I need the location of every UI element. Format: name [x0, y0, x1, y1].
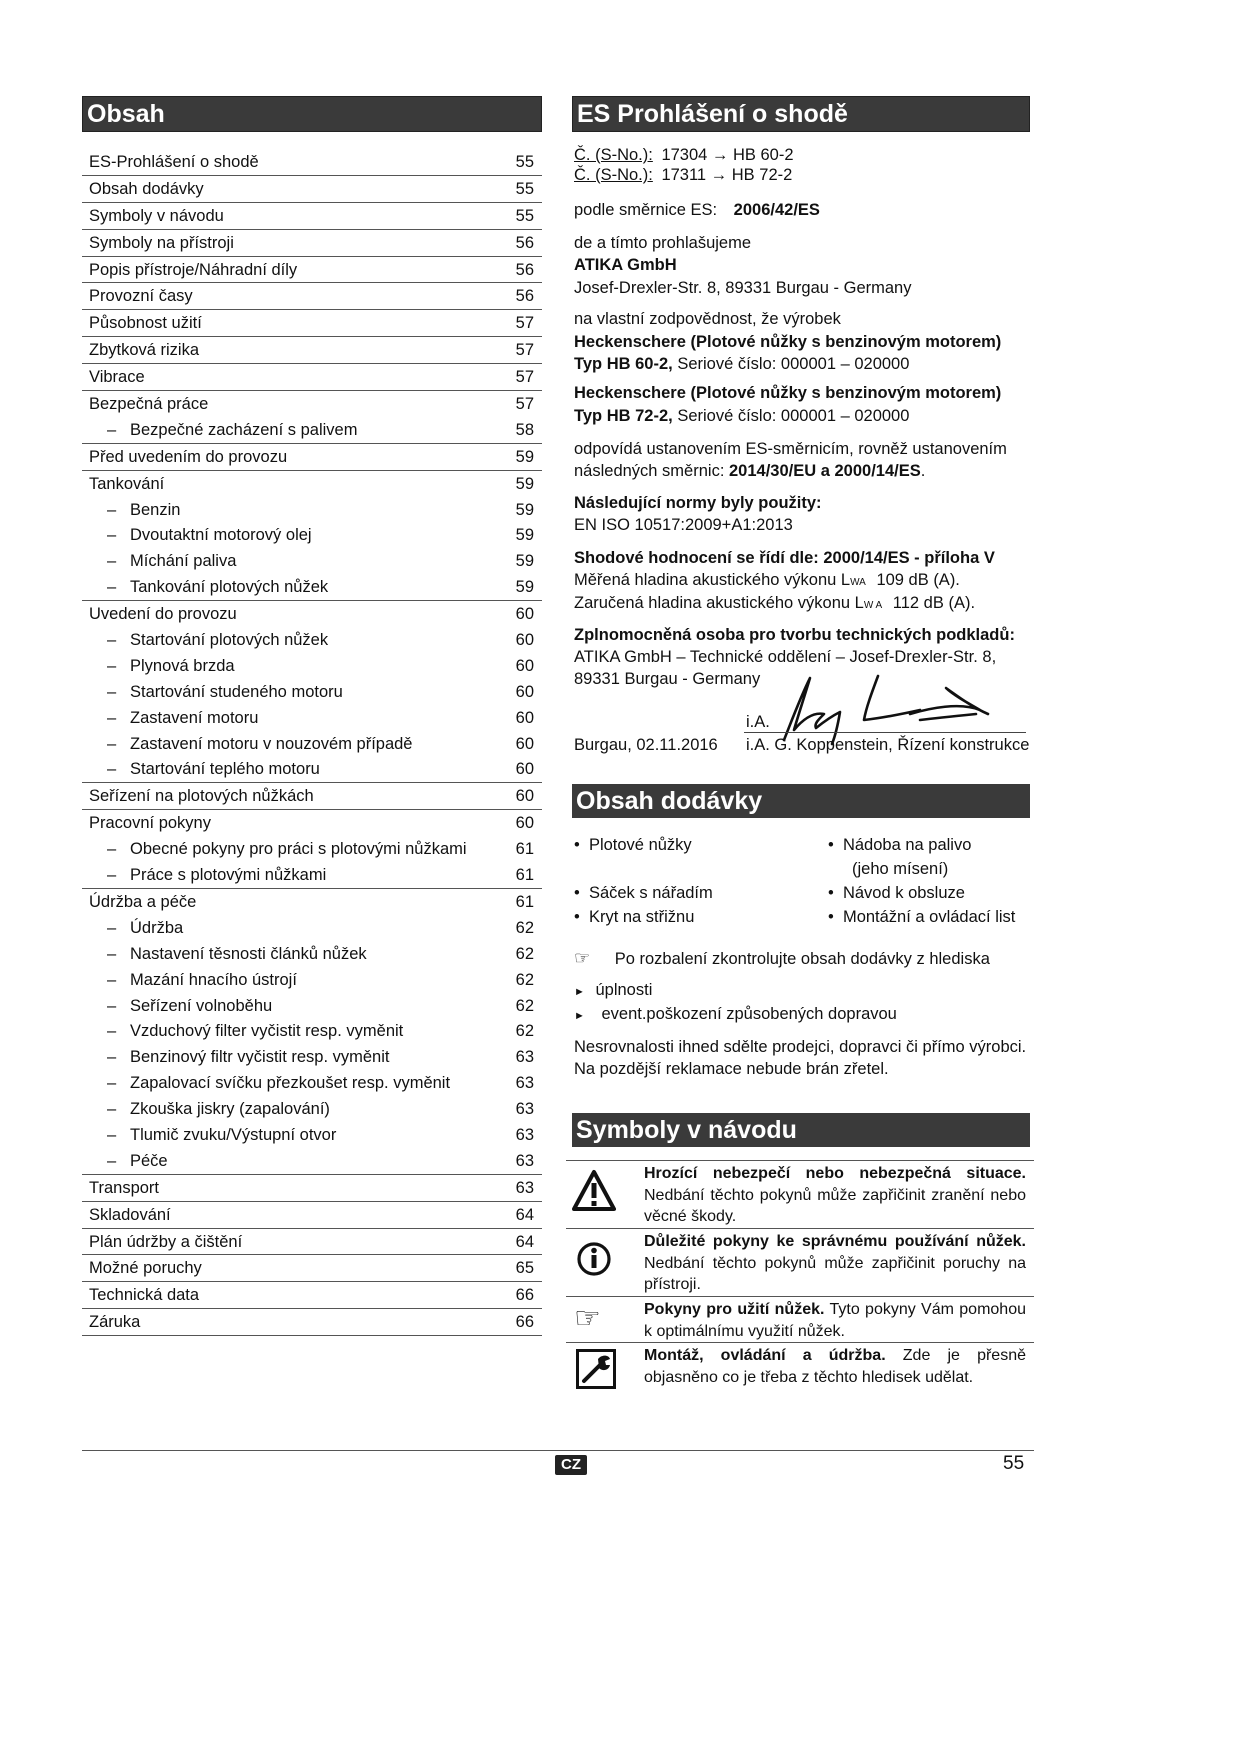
toc-entry [82, 470, 542, 497]
toc-entry: – Benzin 59 [82, 497, 542, 523]
toc-entry-label: Zbytková rizika [89, 341, 200, 360]
toc-entry: – Seřízení volnoběhu 62 [82, 993, 542, 1019]
sno-label-1: Č. (S-No.): [574, 146, 653, 164]
toc-entry-page: 62 [515, 918, 534, 937]
toc-entry [82, 363, 542, 390]
sno-1: 17304 → HB 60-2 [661, 146, 794, 164]
toc-entry-label: Pracovní pokyny [89, 814, 211, 833]
toc-entry-page: 59 [515, 552, 534, 571]
toc-entry-page: 60 [515, 734, 534, 753]
toc-entry-label: Práce s plotovými nůžkami [130, 866, 327, 885]
report-line2: Na pozdější reklamace nebude brán zřetel. [574, 1060, 889, 1078]
norms-title: Následující normy byly použity: [574, 494, 822, 512]
toc-entry-page: 57 [515, 368, 534, 387]
toc-entry-page: 61 [515, 892, 534, 911]
toc-entry: – Vzduchový filter vyčistit resp. vyměnit 62 [82, 1018, 542, 1044]
conformity-pre: následných směrnic: [574, 462, 725, 480]
toc-entry-label: Zastavení motoru [130, 708, 259, 727]
toc-entry: – Míchání paliva 59 [82, 548, 542, 574]
toc-entry-label: Transport [89, 1178, 159, 1197]
guaranteed-level: Zaručená hladina akustického výkonu LW A 112 dB (A). [574, 594, 976, 612]
toc-entry [82, 202, 542, 229]
toc-entry [82, 809, 542, 836]
toc-entry-label: Zapalovací svíčku přezkoušet resp. vyměnit [130, 1074, 451, 1093]
toc-entry-label: Dvoutaktní motorový olej [130, 526, 312, 545]
declaration-title: ES Prohlášení o shodě [572, 96, 1030, 132]
toc-entry [82, 888, 542, 915]
toc-entry: – Benzinový filtr vyčistit resp. vyměnit 63 [82, 1044, 542, 1070]
toc-entry [82, 1308, 542, 1336]
directive-label: podle směrnice ES: [574, 201, 718, 219]
place-date: Burgau, 02.11.2016 [574, 736, 718, 754]
toc-entry: – Péče 63 [82, 1148, 542, 1174]
toc-entry [82, 1254, 542, 1281]
toc-title: Obsah [82, 96, 542, 132]
toc-entry-label: Startování plotových nůžek [130, 631, 329, 650]
toc-entry-label: Nastavení těsnosti článků nůžek [130, 944, 367, 963]
toc-entry [82, 1201, 542, 1228]
toc-entry-page: 64 [515, 1205, 534, 1224]
toc-entry-page: 63 [515, 1100, 534, 1119]
toc-entry-page: 60 [515, 605, 534, 624]
toc-entry-label: Bezpečná práce [89, 395, 209, 414]
toc-entry-label: Mazání hnacího ústrojí [130, 970, 297, 989]
warning-icon [572, 1169, 616, 1213]
toc-entry-page: 61 [515, 840, 534, 859]
delivery-item: • Montážní a ovládací list [828, 908, 1016, 926]
toc-entry-page: 61 [515, 866, 534, 885]
responsibility-text: na vlastní zodpovědnost, že výrobek [574, 310, 841, 328]
toc-entry: – Plynová brzda 60 [82, 653, 542, 679]
check-note-row: ☞ Po rozbalení zkontrolujte obsah dodávky z hlediska [574, 948, 990, 968]
toc-entry: – Zastavení motoru 60 [82, 705, 542, 731]
toc-entry-label: Tlumič zvuku/Výstupní otvor [130, 1125, 337, 1144]
ia-label: i.A. [746, 713, 770, 731]
toc-entry-label: Seřízení na plotových nůžkách [89, 787, 314, 806]
footer-rule [82, 1450, 1034, 1451]
arrow-icon: ► [574, 1010, 585, 1022]
toc-section [82, 96, 542, 1336]
toc-entry-label: Působnost užití [89, 314, 202, 333]
toc-entry [82, 1228, 542, 1255]
toc-list [82, 149, 542, 1336]
info-icon [576, 1241, 612, 1277]
delivery-item-note: (jeho mísení) [852, 860, 949, 878]
toc-entry-page: 60 [515, 814, 534, 833]
toc-entry-label: Symboly v návodu [89, 206, 224, 225]
toc-entry-page: 55 [515, 179, 534, 198]
assessment-title: Shodové hodnocení se řídí dle: 2000/14/ES - příloha V [574, 549, 995, 567]
signatory: i.A. G. Koppenstein, Řízení konstrukce [746, 736, 1030, 754]
toc-entry-page: 65 [515, 1259, 534, 1278]
symbol-row: Hrozící nebezpečí nebo nebezpečná situace. Nedbání těchto pokynů může zapřičinit zranění nebo věcné škody. [566, 1160, 1034, 1229]
toc-entry-page: 59 [515, 447, 534, 466]
sno-2: 17311 → HB 72-2 [661, 166, 793, 184]
toc-entry-label: Benzinový filtr vyčistit resp. vyměnit [130, 1048, 390, 1067]
toc-entry-page: 57 [515, 314, 534, 333]
symbols-title: Symboly v návodu [572, 1113, 1030, 1147]
wrench-icon [576, 1349, 616, 1389]
delivery-item: • Plotové nůžky [574, 836, 692, 854]
toc-entry-label: Uvedení do provozu [89, 605, 237, 624]
toc-entry [82, 282, 542, 309]
toc-entry: – Tlumič zvuku/Výstupní otvor 63 [82, 1122, 542, 1148]
conformity-line1: odpovídá ustanovením ES-směrnicím, rovněž ustanovením [574, 440, 1007, 458]
toc-entry-page: 63 [515, 1178, 534, 1197]
toc-entry-label: Plynová brzda [130, 656, 235, 675]
toc-entry [82, 256, 542, 283]
toc-entry-label: Obecné pokyny pro práci s plotovými nůžkami [130, 840, 467, 859]
report-line1: Nesrovnalosti ihned sdělte prodejci, dopravci či přímo výrobci. [574, 1038, 1027, 1056]
arrow-item: ► úplnosti [574, 981, 653, 999]
toc-entry [82, 390, 542, 417]
toc-entry: – Práce s plotovými nůžkami 61 [82, 862, 542, 888]
pointing-hand-icon: ☞ [574, 948, 591, 968]
symbol-row: Montáž, ovládání a údržba. Zde je přesně objasněno co je třeba z těchto hledisek udělat. [566, 1342, 1034, 1393]
toc-entry-page: 58 [515, 420, 534, 439]
product2-serial: Seriové číslo: 000001 – 020000 [677, 407, 910, 425]
symbol-row: Důležité pokyny ke správnému používání nůžek. Nedbání těchto pokynů může zapřičinit poruchy na přístroji. [566, 1228, 1034, 1297]
conformity-directives: 2014/30/EU a 2000/14/ES [729, 462, 921, 480]
toc-entry: – Zapalovací svíčku přezkoušet resp. vyměnit 63 [82, 1070, 542, 1096]
toc-entry-label: Technická data [89, 1286, 200, 1305]
toc-entry [82, 1281, 542, 1308]
product1-serial: Seriové číslo: 000001 – 020000 [677, 355, 910, 373]
declaration-section: ES Prohlášení o shodě Č. (S-No.): 17304 → HB 60-2 Č. (S-No.): 17311 → HB 72-2 podle směrnice ES: 2006/42/ES de a tímto prohlašujeme ATIKA GmbH Josef-Drexler-Str. 8, 89331 Burgau - Germany na vlastní zodpovědnost, že výrobek Heckenschere (Plotové nůžky s benzinovým motorem) Typ HB 60-2, Seriové číslo: 000001 – 020000 Heckenschere (Plotové nůžky s benzinovým motorem) Typ HB 72-2, Seriové číslo: 000001 – 020000 odpovídá ustanovením ES-směrnicím, rovněž ustanovením následných směrnic: 2014/30/EU a 2000/14/ES. Následující normy byly použity: EN ISO 10517:2009+A1:2013 Shodové hodnocení se řídí dle: 2000/14/ES - příloha V Měřená hladina akustického výkonu LWA 109 dB (A). Zaručená hladina akustického výkonu LW A 112 dB (A). Zplnomocněná osoba pro tvorbu technických podkladů: ATIKA GmbH – Technické oddělení – Josef-Drexler-Str. 8, 89331 Burgau - Germany i.A. Burgau, 02.11.2016 i.A. G. Koppenstein, Řízení konstrukce Obsah dodávky • Plotové nůžky • Sáček s nářadím • Kryt na střižnu • Nádoba na palivo (jeho mísení) • Návod k obsluze • Montážní a ovládací list ☞ Po rozbalení zkontrolujte obsah dodávky z hlediska ► úplnosti ► event.poškození způsobených dopravou Nesrovnalosti ihned sdělte prodejci, dopravci či přímo výrobci. Na pozdější reklamace nebude brán zřetel. Symboly v návodu Hrozící nebezpečí nebo nebezpečná situace. Nedbání těchto pokynů může zapřičinit zranění nebo věcné škody. Důležité pokyny ke správnému používání nůžek. Nedbání těchto pokynů může zapřičinit poruchy na přístroji. ☞ Pokyny pro užití nůžek. Tyto pokyny Vám pomohou k optimálnímu využití nůžek. Montáž, ovládání a údržba. Zde je přesně objasněno co je třeba z těchto hledisek udělat. [572, 96, 1032, 132]
toc-entry-label: Obsah dodávky [89, 179, 204, 198]
signature-line [744, 732, 1026, 733]
toc-entry-label: Údržba [130, 918, 184, 937]
toc-entry-page: 63 [515, 1048, 534, 1067]
toc-entry-page: 60 [515, 787, 534, 806]
toc-entry-label: Provozní časy [89, 287, 193, 306]
norms-value: EN ISO 10517:2009+A1:2013 [574, 516, 793, 534]
delivery-item: • Návod k obsluze [828, 884, 965, 902]
toc-entry-page: 60 [515, 760, 534, 779]
toc-entry [82, 1174, 542, 1201]
toc-entry-page: 60 [515, 631, 534, 650]
toc-entry [82, 443, 542, 470]
toc-entry-page: 62 [515, 996, 534, 1015]
toc-entry-label: Tankování plotových nůžek [130, 578, 329, 597]
authorized-line2: 89331 Burgau - Germany [574, 670, 761, 688]
toc-entry: – Bezpečné zacházení s palivem 58 [82, 417, 542, 443]
toc-entry [82, 229, 542, 256]
toc-entry: – Startování plotových nůžek 60 [82, 627, 542, 653]
delivery-item: • Nádoba na palivo [828, 836, 972, 854]
toc-entry-label: Zastavení motoru v nouzovém případě [130, 734, 413, 753]
toc-entry-label: Seřízení volnoběhu [130, 996, 273, 1015]
language-badge: CZ [555, 1455, 587, 1475]
product1-name: Heckenschere (Plotové nůžky s benzinovým motorem) [574, 333, 1002, 351]
toc-entry-page: 55 [515, 206, 534, 225]
toc-entry [82, 149, 542, 175]
toc-entry-label: ES-Prohlášení o shodě [89, 153, 259, 171]
toc-entry: – Nastavení těsnosti článků nůžek 62 [82, 941, 542, 967]
toc-entry-label: Startování teplého motoru [130, 760, 320, 779]
toc-entry-label: Benzin [130, 500, 181, 519]
page-number: 55 [1003, 1453, 1025, 1474]
toc-entry [82, 175, 542, 202]
delivery-title: Obsah dodávky [572, 784, 1030, 818]
toc-entry [82, 782, 542, 809]
toc-entry-page: 59 [515, 500, 534, 519]
toc-entry-page: 60 [515, 682, 534, 701]
toc-entry-label: Symboly na přístroji [89, 233, 234, 252]
toc-entry: – Tankování plotových nůžek 59 [82, 574, 542, 600]
toc-entry-label: Bezpečné zacházení s palivem [130, 420, 358, 439]
toc-entry-page: 60 [515, 708, 534, 727]
toc-entry-page: 59 [515, 526, 534, 545]
product1-type: Typ HB 60-2, [574, 355, 673, 373]
toc-entry-label: Tankování [89, 474, 165, 493]
toc-entry-label: Vibrace [89, 368, 145, 387]
product2-type: Typ HB 72-2, [574, 407, 673, 425]
toc-entry [82, 600, 542, 627]
symbol-row: ☞ Pokyny pro užití nůžek. Tyto pokyny Vám pomohou k optimálnímu využití nůžek. [566, 1296, 1034, 1343]
toc-entry-page: 60 [515, 656, 534, 675]
delivery-item: • Sáček s nářadím [574, 884, 713, 902]
toc-entry-page: 55 [515, 153, 534, 171]
toc-entry: – Mazání hnacího ústrojí 62 [82, 967, 542, 993]
toc-entry-page: 64 [515, 1232, 534, 1251]
toc-entry: – Údržba 62 [82, 915, 542, 941]
company-address: Josef-Drexler-Str. 8, 89331 Burgau - Germany [574, 279, 912, 297]
toc-entry-page: 62 [515, 944, 534, 963]
company-name: ATIKA GmbH [574, 256, 677, 274]
toc-entry-label: Údržba a péče [89, 892, 197, 911]
authorized-title: Zplnomocněná osoba pro tvorbu technických podkladů: [574, 626, 1015, 644]
toc-entry-page: 56 [515, 233, 534, 252]
product2-name: Heckenschere (Plotové nůžky s benzinovým motorem) [574, 384, 1002, 402]
toc-entry-page: 59 [515, 474, 534, 493]
toc-entry-label: Péče [130, 1151, 168, 1170]
toc-entry-page: 57 [515, 395, 534, 414]
toc-entry-label: Popis přístroje/Náhradní díly [89, 260, 298, 279]
authorized-line1: ATIKA GmbH – Technické oddělení – Josef-Drexler-Str. 8, [574, 648, 997, 666]
arrow-icon: ► [574, 986, 585, 998]
toc-entry-label: Startování studeného motoru [130, 682, 343, 701]
directive-number: 2006/42/ES [733, 201, 820, 219]
toc-entry-page: 66 [515, 1313, 534, 1332]
toc-entry: – Dvoutaktní motorový olej 59 [82, 522, 542, 548]
toc-entry-page: 63 [515, 1125, 534, 1144]
measured-level: Měřená hladina akustického výkonu LWA 109 dB (A). [574, 571, 960, 589]
toc-entry-page: 59 [515, 578, 534, 597]
toc-entry: – Startování teplého motoru 60 [82, 756, 542, 782]
toc-entry-label: Zkouška jiskry (zapalování) [130, 1100, 330, 1119]
toc-entry-label: Vzduchový filter vyčistit resp. vyměnit [130, 1022, 404, 1041]
toc-entry-page: 57 [515, 341, 534, 360]
toc-entry-label: Skladování [89, 1205, 171, 1224]
toc-entry-page: 62 [515, 970, 534, 989]
toc-entry-page: 66 [515, 1286, 534, 1305]
toc-entry [82, 309, 542, 336]
toc-entry-label: Před uvedením do provozu [89, 447, 288, 466]
toc-entry: – Obecné pokyny pro práci s plotovými nůžkami 61 [82, 836, 542, 862]
arrow-item: ► event.poškození způsobených dopravou [574, 1005, 897, 1023]
delivery-item: • Kryt na střižnu [574, 908, 695, 926]
toc-entry-page: 56 [515, 287, 534, 306]
toc-entry: – Zkouška jiskry (zapalování) 63 [82, 1096, 542, 1122]
toc-entry-page: 63 [515, 1151, 534, 1170]
toc-entry [82, 336, 542, 363]
toc-entry: – Zastavení motoru v nouzovém případě 60 [82, 731, 542, 757]
toc-entry-label: Záruka [89, 1313, 141, 1332]
toc-entry-page: 62 [515, 1022, 534, 1041]
toc-entry-label: Možné poruchy [89, 1259, 202, 1278]
toc-entry: – Startování studeného motoru 60 [82, 679, 542, 705]
toc-entry-label: Míchání paliva [130, 552, 237, 571]
toc-entry-page: 56 [515, 260, 534, 279]
sno-label-2: Č. (S-No.): [574, 166, 653, 184]
toc-entry-label: Plán údržby a čištění [89, 1232, 243, 1251]
declare-intro: de a tímto prohlašujeme [574, 234, 752, 252]
pointing-hand-icon: ☞ [574, 1302, 601, 1335]
toc-entry-page: 63 [515, 1074, 534, 1093]
